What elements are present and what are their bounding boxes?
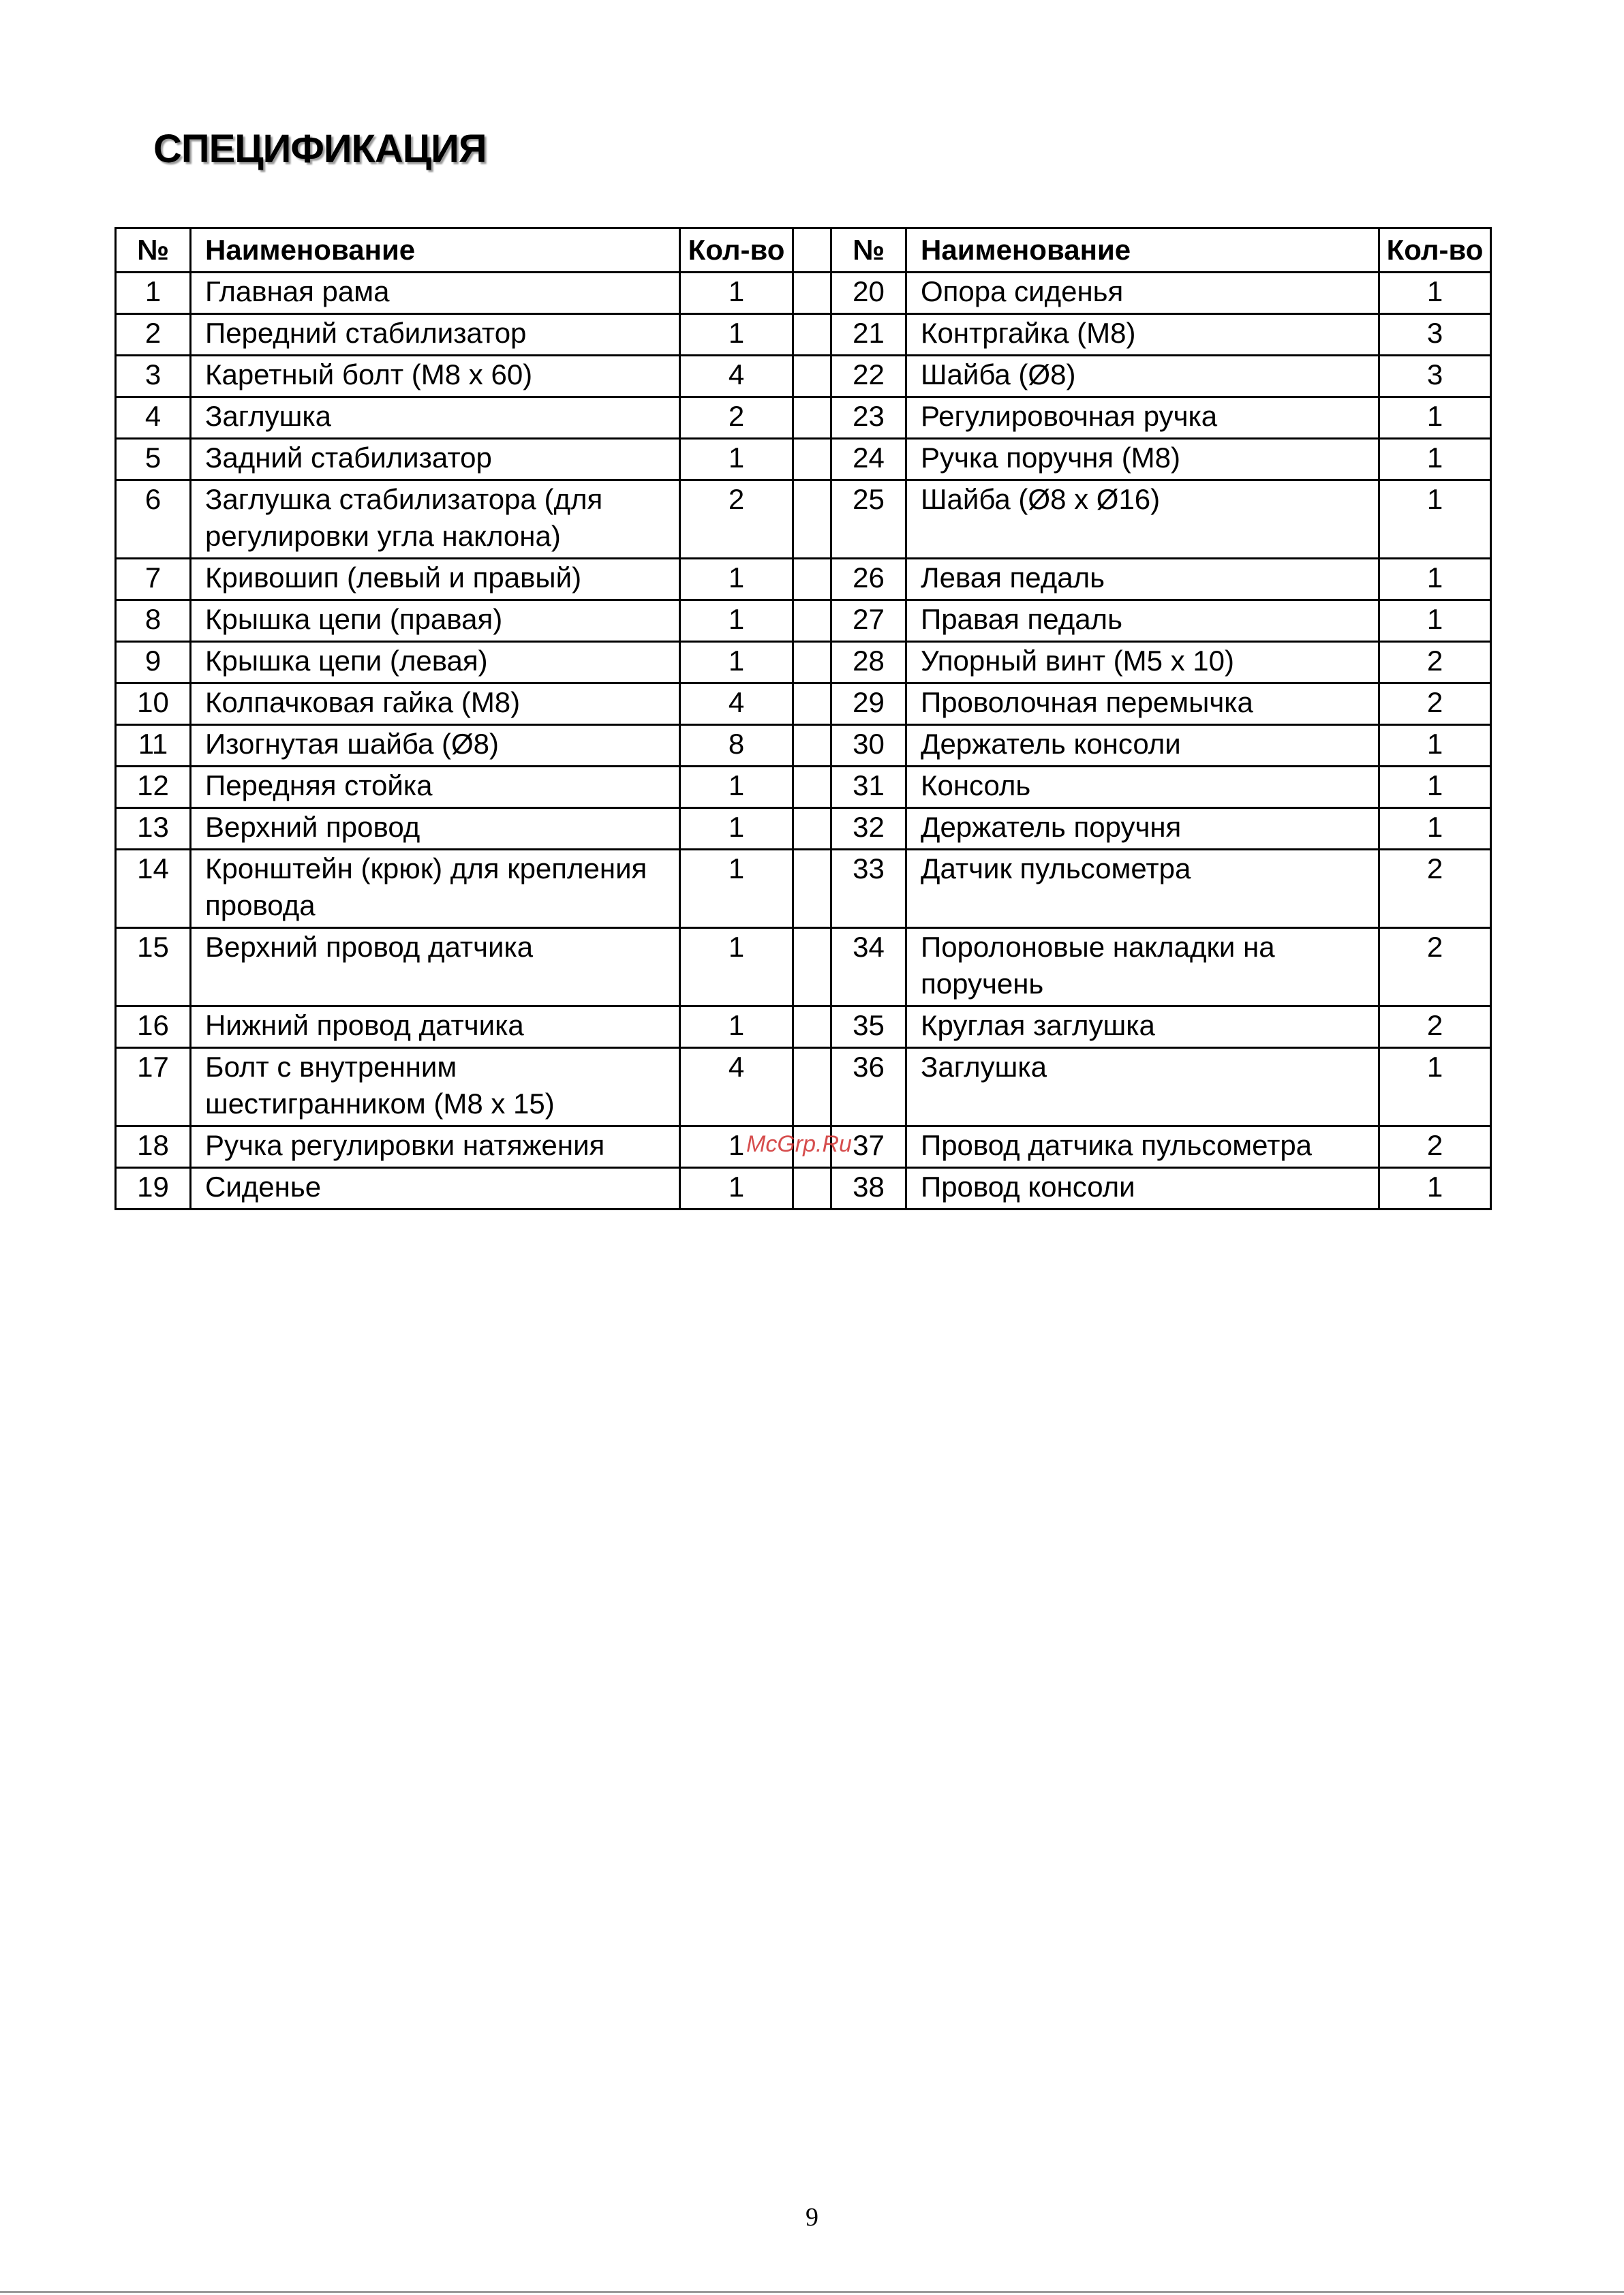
item-name: Провод консоли — [906, 1168, 1379, 1210]
item-quantity: 4 — [680, 1048, 793, 1126]
item-quantity: 1 — [1379, 480, 1491, 559]
item-name: Держатель поручня — [906, 808, 1379, 850]
item-quantity: 1 — [1379, 397, 1491, 439]
item-number: 37 — [831, 1126, 906, 1168]
table-row — [116, 397, 1491, 439]
item-name: Провод датчика пульсометра — [906, 1126, 1379, 1168]
table-row — [116, 273, 1491, 314]
item-quantity: 3 — [1379, 314, 1491, 356]
item-name: Датчик пульсометра — [906, 850, 1379, 928]
table-header-row — [116, 228, 1491, 273]
item-quantity: 1 — [680, 642, 793, 683]
item-name: Шайба (Ø8 х Ø16) — [906, 480, 1379, 559]
item-number: 27 — [831, 600, 906, 642]
item-number: 8 — [116, 600, 191, 642]
item-quantity: 1 — [680, 600, 793, 642]
item-name: Каретный болт (М8 х 60) — [191, 356, 680, 397]
item-quantity: 8 — [680, 725, 793, 767]
table-row — [116, 642, 1491, 683]
column-gap — [793, 767, 831, 808]
item-quantity: 2 — [1379, 928, 1491, 1006]
column-gap — [793, 397, 831, 439]
item-number: 17 — [116, 1048, 191, 1126]
item-name: Упорный винт (М5 х 10) — [906, 642, 1379, 683]
specification-table — [114, 227, 1492, 1210]
item-quantity: 1 — [680, 850, 793, 928]
column-gap — [793, 850, 831, 928]
item-quantity: 2 — [1379, 1126, 1491, 1168]
item-name: Контргайка (М8) — [906, 314, 1379, 356]
column-gap — [793, 1168, 831, 1210]
item-name: Крышка цепи (правая) — [191, 600, 680, 642]
item-quantity: 1 — [680, 559, 793, 600]
item-number: 2 — [116, 314, 191, 356]
header-no-right: № — [831, 228, 906, 273]
column-gap — [793, 1048, 831, 1126]
item-number: 22 — [831, 356, 906, 397]
item-number: 19 — [116, 1168, 191, 1210]
table-row — [116, 1168, 1491, 1210]
header-qty-right: Кол-во — [1379, 228, 1491, 273]
column-gap — [793, 273, 831, 314]
item-quantity: 1 — [680, 1126, 793, 1168]
page-title: СПЕЦИФИКАЦИЯ — [153, 127, 487, 171]
item-number: 14 — [116, 850, 191, 928]
table-row — [116, 314, 1491, 356]
item-name: Левая педаль — [906, 559, 1379, 600]
table-row — [116, 600, 1491, 642]
item-number: 34 — [831, 928, 906, 1006]
item-number: 6 — [116, 480, 191, 559]
column-gap — [793, 356, 831, 397]
table-row — [116, 559, 1491, 600]
table-row — [116, 928, 1491, 1006]
item-number: 30 — [831, 725, 906, 767]
item-name: Сиденье — [191, 1168, 680, 1210]
watermark: McGrp.Ru — [746, 1131, 852, 1157]
item-quantity: 1 — [680, 928, 793, 1006]
item-quantity: 1 — [680, 273, 793, 314]
item-quantity: 1 — [1379, 439, 1491, 480]
item-name: Круглая заглушка — [906, 1006, 1379, 1048]
item-quantity: 4 — [680, 356, 793, 397]
column-gap — [793, 642, 831, 683]
table-body — [116, 273, 1491, 1210]
item-name: Кривошип (левый и правый) — [191, 559, 680, 600]
item-quantity: 1 — [1379, 725, 1491, 767]
item-number: 31 — [831, 767, 906, 808]
item-number: 29 — [831, 683, 906, 725]
header-qty-left: Кол-во — [680, 228, 793, 273]
item-number: 38 — [831, 1168, 906, 1210]
bottom-divider — [0, 2291, 1624, 2293]
item-quantity: 1 — [1379, 767, 1491, 808]
item-quantity: 2 — [1379, 1006, 1491, 1048]
item-number: 21 — [831, 314, 906, 356]
item-number: 35 — [831, 1006, 906, 1048]
item-quantity: 1 — [1379, 1048, 1491, 1126]
table-row — [116, 808, 1491, 850]
item-name: Поролоновые накладки на поручень — [906, 928, 1379, 1006]
table-row — [116, 767, 1491, 808]
item-name: Ручка регулировки натяжения — [191, 1126, 680, 1168]
item-number: 33 — [831, 850, 906, 928]
item-number: 4 — [116, 397, 191, 439]
item-name: Крышка цепи (левая) — [191, 642, 680, 683]
item-name: Задний стабилизатор — [191, 439, 680, 480]
item-quantity: 1 — [1379, 600, 1491, 642]
header-gap — [793, 228, 831, 273]
item-quantity: 1 — [1379, 559, 1491, 600]
table-row — [116, 1006, 1491, 1048]
item-number: 15 — [116, 928, 191, 1006]
item-number: 13 — [116, 808, 191, 850]
item-quantity: 4 — [680, 683, 793, 725]
table-row — [116, 480, 1491, 559]
item-quantity: 2 — [1379, 683, 1491, 725]
item-name: Верхний провод датчика — [191, 928, 680, 1006]
item-name: Нижний провод датчика — [191, 1006, 680, 1048]
item-quantity: 1 — [1379, 808, 1491, 850]
item-number: 24 — [831, 439, 906, 480]
column-gap — [793, 683, 831, 725]
item-name: Проволочная перемычка — [906, 683, 1379, 725]
item-quantity: 1 — [680, 1168, 793, 1210]
item-quantity: 2 — [1379, 850, 1491, 928]
table-row — [116, 725, 1491, 767]
item-name: Болт с внутренним шестигранником (М8 х 15) — [191, 1048, 680, 1126]
item-number: 9 — [116, 642, 191, 683]
item-name: Верхний провод — [191, 808, 680, 850]
table-row — [116, 683, 1491, 725]
item-quantity: 3 — [1379, 356, 1491, 397]
item-quantity: 1 — [680, 1006, 793, 1048]
header-no-left: № — [116, 228, 191, 273]
item-number: 10 — [116, 683, 191, 725]
item-name: Передняя стойка — [191, 767, 680, 808]
item-number: 36 — [831, 1048, 906, 1126]
item-name: Заглушка стабилизатора (для регулировки угла наклона) — [191, 480, 680, 559]
item-quantity: 1 — [680, 439, 793, 480]
item-name: Колпачковая гайка (М8) — [191, 683, 680, 725]
item-name: Консоль — [906, 767, 1379, 808]
page-number: 9 — [806, 2203, 818, 2232]
item-name: Держатель консоли — [906, 725, 1379, 767]
column-gap — [793, 480, 831, 559]
item-name: Передний стабилизатор — [191, 314, 680, 356]
item-name: Шайба (Ø8) — [906, 356, 1379, 397]
column-gap — [793, 808, 831, 850]
item-number: 3 — [116, 356, 191, 397]
table-row — [116, 850, 1491, 928]
item-number: 11 — [116, 725, 191, 767]
item-number: 28 — [831, 642, 906, 683]
column-gap — [793, 928, 831, 1006]
item-number: 7 — [116, 559, 191, 600]
item-quantity: 1 — [680, 314, 793, 356]
column-gap — [793, 314, 831, 356]
item-name: Ручка поручня (М8) — [906, 439, 1379, 480]
item-number: 16 — [116, 1006, 191, 1048]
item-name: Опора сиденья — [906, 273, 1379, 314]
item-name: Заглушка — [191, 397, 680, 439]
item-number: 23 — [831, 397, 906, 439]
table-row — [116, 1048, 1491, 1126]
item-quantity: 1 — [680, 808, 793, 850]
item-name: Изогнутая шайба (Ø8) — [191, 725, 680, 767]
item-name: Правая педаль — [906, 600, 1379, 642]
item-number: 18 — [116, 1126, 191, 1168]
item-number: 20 — [831, 273, 906, 314]
header-name-right: Наименование — [906, 228, 1379, 273]
item-number: 32 — [831, 808, 906, 850]
table-row — [116, 356, 1491, 397]
item-name: Главная рама — [191, 273, 680, 314]
item-quantity: 1 — [680, 767, 793, 808]
item-name: Регулировочная ручка — [906, 397, 1379, 439]
item-quantity: 2 — [1379, 642, 1491, 683]
column-gap — [793, 1006, 831, 1048]
item-number: 5 — [116, 439, 191, 480]
item-quantity: 1 — [1379, 273, 1491, 314]
item-number: 25 — [831, 480, 906, 559]
column-gap — [793, 725, 831, 767]
item-number: 26 — [831, 559, 906, 600]
item-quantity: 2 — [680, 480, 793, 559]
item-number: 1 — [116, 273, 191, 314]
item-quantity: 1 — [1379, 1168, 1491, 1210]
header-name-left: Наименование — [191, 228, 680, 273]
item-quantity: 2 — [680, 397, 793, 439]
item-number: 12 — [116, 767, 191, 808]
column-gap — [793, 600, 831, 642]
column-gap — [793, 559, 831, 600]
item-name: Заглушка — [906, 1048, 1379, 1126]
column-gap — [793, 439, 831, 480]
table-row — [116, 439, 1491, 480]
item-name: Кронштейн (крюк) для крепления провода — [191, 850, 680, 928]
